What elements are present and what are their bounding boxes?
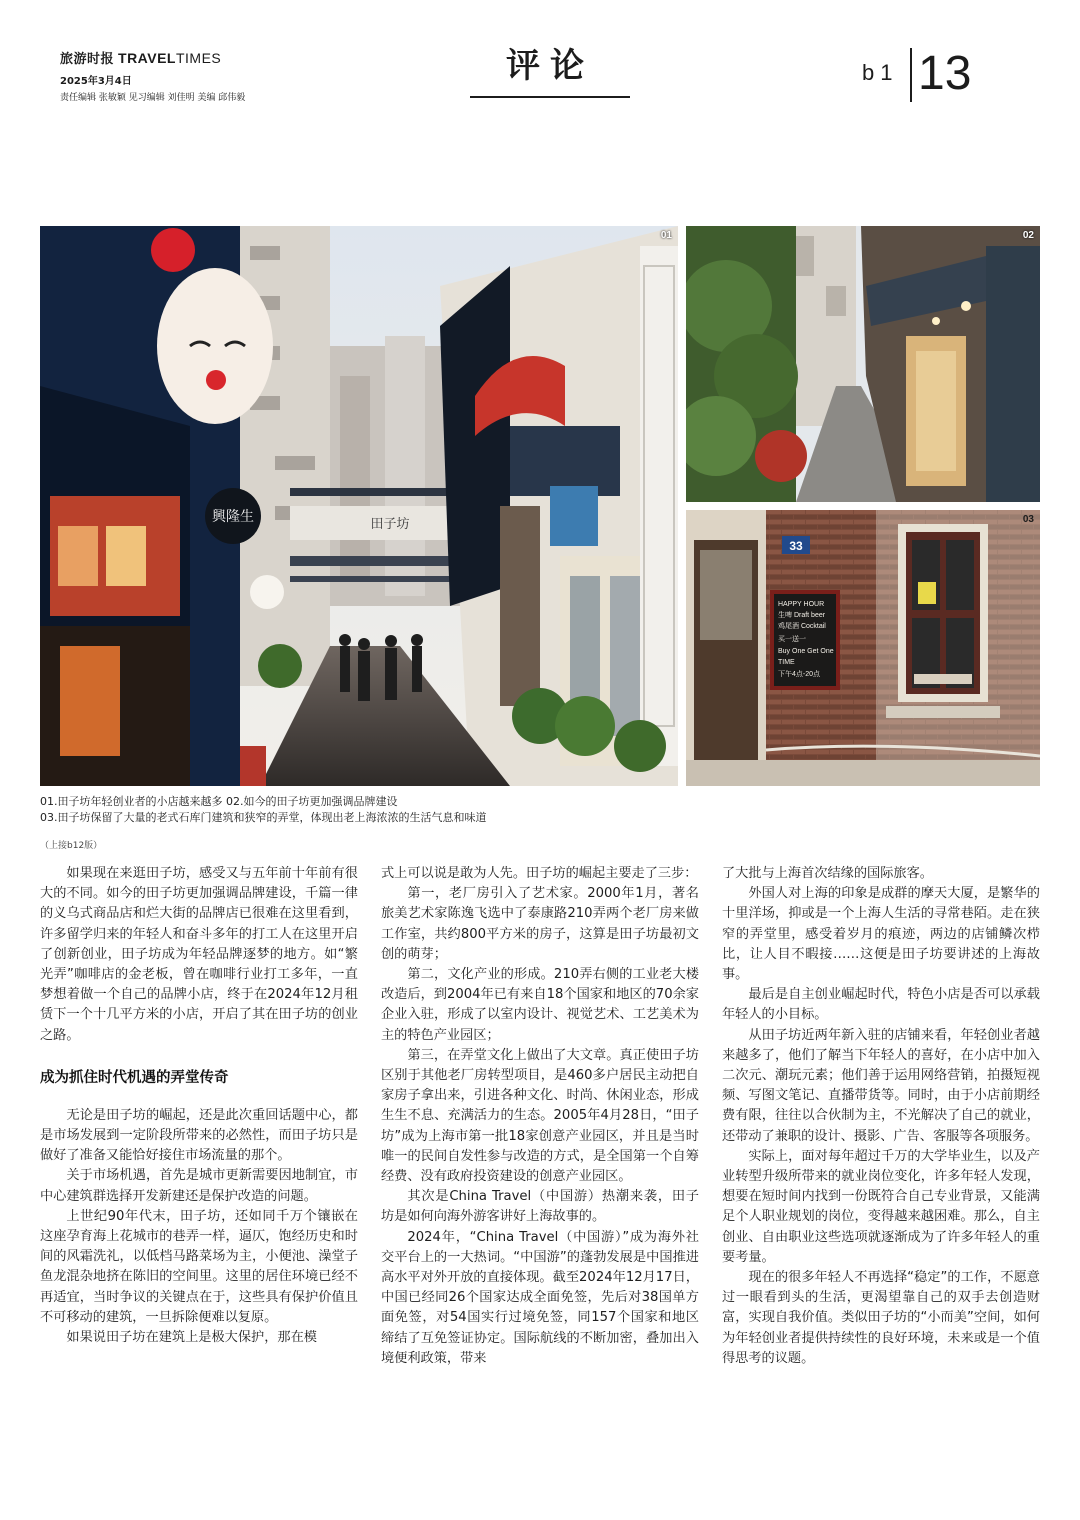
paragraph: 其次是China Travel（中国游）热潮来袭，田子坊是如何向海外游客讲好上海故事的。 [381,1189,699,1225]
chalkboard-line-5: Buy One Get One [778,648,834,655]
chalkboard-line-2: 生啤 Draft beer [778,612,826,619]
shop-sign-text: 興隆生 [212,509,254,525]
photo-shikumen-facade [686,510,1040,786]
photo-narrow-lane-illustration [686,226,1040,502]
newspaper-name-en-bold: TRAVEL [118,50,176,66]
newspaper-name [60,50,320,68]
chalkboard-line-4: 买一送一 [778,636,806,643]
photo-number: 02 [1022,230,1034,241]
paragraph: 关于市场机遇，首先是城市更新需要因地制宜，市中心建筑群选择开发新建还是保护改造的问题。 [40,1168,358,1204]
chalkboard-line-7: 下午4点-20点 [778,671,821,678]
chalkboard-line-3: 鸡尾酒 Cocktail [778,623,826,630]
paragraph: 实际上，面对每年超过千万的大学毕业生，以及产业转型升级所带来的就业岗位变化，许多年轻人发现，想要在短时间内找到一份既符合自己专业背景，又能满足个人职业规划的岗位，变得越来越困难。那么，自主创业、自由职业这些选项就逐渐成为了许多年轻人的重要考量。 [722,1148,1040,1265]
paragraph: 式上可以说是敢为人先。田子坊的崛起主要走了三步： [381,866,698,881]
paragraph: 2024年，“China Travel（中国游）”成为海外社交平台上的一大热词。“中国游”的蓬勃发展是中国推进高水平对外开放的直接体现。截至2024年12月17日，中国已经同26个国家达成全面免签，先后对38国单方面免签，对54国实行过境免签，同157个国家和地区缔结了互免签证协定。国际航线的不断加密，叠加出入境便利政策，带来 [381,1229,699,1366]
paragraph: 第一，老厂房引入了艺术家。2000年1月，著名旅美艺术家陈逸飞选中了泰康路210弄两个老厂房来做工作室，共约800平方米的房子，这算是田子坊最初文创的萌芽； [381,886,699,962]
page-marker-divider [910,48,912,102]
paragraph: 第二，文化产业的形成。210弄右侧的工业老大楼改造后，到2004年已有来自18个国家和地区的70余家企业入驻，形成了以室内设计、视觉艺术、工艺美术为主的特色产业园区； [381,967,699,1043]
paragraph: 从田子坊近两年新入驻的店铺来看，年轻创业者越来越多了，他们了解当下年轻人的喜好，在小店中加入二次元、潮玩元素；他们善于运用网络营销，拍摄短视频、写图文笔记、直播带货等。同时，由于小店前期经费有限，往往以合伙制为主，不光解决了自己的就业，还带动了兼职的设计、摄影、广告、客服等各项服务。 [722,1027,1040,1144]
section-title-underline [470,96,630,98]
paragraph: 第三，在弄堂文化上做出了大文章。真正使田子坊区别于其他老厂房转型项目，是460多户居民主动把自家房子拿出来，引进各种文化、时尚、休闲业态，形成生生不息、充满活力的生态。2005年4月28日，“田子坊”成为上海市第一批18家创意产业园区，并且是当时唯一的民间自发性参与改造的方式，是全国第一个自筹经费、没有政府投资建设的创意产业园区。 [381,1047,699,1185]
paragraph: 如果说田子坊在建筑上是极大保护，那在模 [66,1330,317,1346]
section-heading: 成为抓住时代机遇的弄堂传奇 [40,1069,229,1086]
newspaper-name-cn: 旅游时报 [60,52,115,67]
photo-shikumen-facade-illustration [686,510,1040,786]
paragraph: 现在的很多年轻人不再选择“稳定”的工作，不愿意过一眼看到头的生活，更渴望靠自己的双手去创造财富，实现自我价值。类似田子坊的“小而美”空间，如何为年轻创业者提供持续性的良好环境，未来或是一个值得思考的议题。 [722,1270,1040,1366]
gate-sign-text: 田子坊 [370,517,410,532]
caption-line-1: 01.田子坊年轻创业者的小店越来越多 02.如今的田子坊更加强调品牌建设 [40,795,398,808]
photo-narrow-lane [686,226,1040,502]
paragraph: 最后是自主创业崛起时代，特色小店是否可以承载年轻人的小目标。 [722,987,1040,1023]
chalkboard-line-1: HAPPY HOUR [778,601,825,608]
article-column-3 [722,864,1040,1369]
page-number: 13 [918,47,972,100]
photo-alley-storefronts-illustration [40,226,678,786]
chalkboard-line-6: TIME [778,659,795,666]
section-title: 评论 [506,46,594,86]
paragraph: 无论是田子坊的崛起，还是此次重回话题中心，都是市场发展到一定阶段所带来的必然性，而田子坊只是做好了准备又能恰好接住市场流量的那个。 [40,1107,358,1164]
newspaper-name-en-light: TIMES [175,50,222,66]
photo-alley-storefronts [40,226,678,786]
photo-captions [40,794,1040,826]
caption-line-2: 03.田子坊保留了大量的老式石库门建筑和狭窄的弄堂，体现出老上海浓浓的生活气息和味道 [40,811,487,824]
editor-credits: 责任编辑 张敏颖 见习编辑 刘佳明 美编 邱伟毅 [60,93,246,103]
masthead [60,50,320,103]
page-marker [862,46,982,102]
door-number-plate: 33 [789,539,803,553]
page-letter: b1 [862,60,899,85]
paragraph: 如果现在来逛田子坊，感受又与五年前十年前有很大的不同。如今的田子坊更加强调品牌建设，千篇一律的义乌式商品店和烂大街的品牌店已很难在这里看到，许多留学归来的年轻人和奋斗多年的打工人在这里开启了创新创业，田子坊成为年轻品牌逐梦的地方。如“繁光弄”咖啡店的金老板，曾在咖啡行业打工多年，一直梦想着做一个自己的品牌小店，终于在2024年12月租赁下一个十几平方米的小店，开启了其在田子坊的创业之路。 [40,866,358,1043]
paragraph: 上世纪90年代末，田子坊，还如同千万个镶嵌在这座孕育海上花城市的巷弄一样，逼仄，饱经历史和时间的风霜洗礼，以低档马路菜场为主，小便池、澡堂子鱼龙混杂地挤在陈旧的空间里。这里的居住环境已经不再适宜，当时争议的关键点在于，这些具有保护价值且不可移动的建筑，一旦拆除便难以复原。 [40,1208,358,1325]
photo-number: 01 [660,230,672,241]
article-column-1 [40,864,358,1348]
paragraph: 了大批与上海首次结缘的国际旅客。 [722,866,933,881]
continued-from-note: （上接b12版） [40,841,103,851]
paragraph: 外国人对上海的印象是成群的摩天大厦，是繁华的十里洋场，抑或是一个上海人生活的寻常巷陌。走在狭窄的弄堂里，感受着岁月的痕迹，两边的店铺鳞次栉比，让人目不暇接……这便是田子坊要讲述的上海故事。 [722,886,1040,983]
photo-number: 03 [1022,514,1034,525]
article-column-2 [381,864,699,1369]
publication-date: 2025年3月4日 [60,76,132,87]
